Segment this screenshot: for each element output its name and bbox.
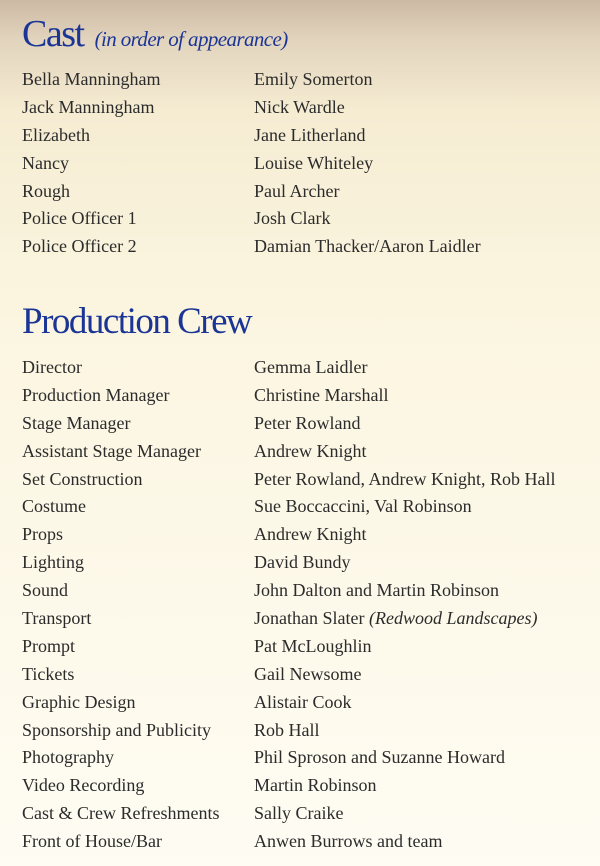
crew-person-name: Jonathan Slater [254,608,365,629]
crew-row [22,382,592,410]
crew-person-name: Christine Marshall [254,384,389,405]
cast-row [22,150,592,178]
crew-heading: Production Crew [22,301,252,342]
crew-role: Director [22,357,82,377]
crew-person [254,605,592,633]
crew-person [254,438,592,466]
crew-person-name: Rob Hall [254,719,320,740]
crew-row [22,744,592,772]
crew-role: Set Construction [22,468,143,489]
crew-role: Sound [22,580,69,601]
cast-person-name: Jane Litherland [254,124,366,145]
crew-person-name: Sue Boccaccini, Val Robinson [254,496,472,517]
crew-person-name: Andrew Knight [254,524,367,545]
crew-row [22,661,592,689]
crew-person [254,382,592,410]
crew-person [254,633,592,661]
cast-person [254,150,592,178]
crew-person [254,744,592,772]
crew-role: Photography [22,747,114,768]
cast-heading [22,11,288,62]
cast-list [22,66,592,261]
crew-role: Production Manager [22,384,170,405]
cast-role: Jack Manningham [22,96,155,117]
crew-role: Front of House/Bar [22,831,162,852]
crew-role: Assistant Stage Manager [22,440,201,461]
crew-row [22,493,592,521]
crew-row [22,633,592,661]
cast-role: Rough [22,180,71,201]
crew-role: Sponsorship and Publicity [22,719,212,740]
crew-person-name: John Dalton and Martin Robinson [254,580,499,601]
crew-row [22,800,592,828]
crew-person-name: Peter Rowland, Andrew Knight, Rob Hall [254,468,556,489]
crew-person [254,772,592,800]
crew-person-name: Gemma Laidler [254,357,368,377]
crew-person [254,800,592,828]
crew-row [22,466,592,494]
cast-title: Cast [22,13,84,55]
crew-role: Props [22,524,64,545]
cast-row [22,94,592,122]
crew-role: Graphic Design [22,691,136,712]
cast-person [254,66,592,94]
crew-person-name: Martin Robinson [254,775,377,796]
crew-row [22,577,592,605]
cast-row [22,205,592,233]
crew-role: Prompt [22,635,76,656]
crew-row [22,689,592,717]
cast-row [22,122,592,150]
crew-list [22,354,592,856]
cast-role: Bella Manningham [22,69,161,89]
cast-person-name: Josh Clark [254,208,331,229]
crew-person-name: David Bundy [254,552,351,573]
crew-role: Transport [22,608,92,629]
cast-role: Elizabeth [22,124,90,145]
crew-row [22,354,592,382]
crew-person-name: Phil Sproson and Suzanne Howard [254,747,505,768]
crew-person [254,828,592,856]
cast-person-name: Emily Somerton [254,69,373,89]
crew-person [254,549,592,577]
crew-row [22,828,592,856]
crew-person [254,689,592,717]
cast-person [254,178,592,206]
crew-person [254,354,592,382]
crew-role: Costume [22,496,87,517]
crew-person [254,577,592,605]
crew-person [254,410,592,438]
crew-person-name: Andrew Knight [254,440,367,461]
cast-role: Police Officer 1 [22,208,137,229]
cast-person [254,122,592,150]
crew-role: Stage Manager [22,412,131,433]
crew-person [254,717,592,745]
crew-person-name: Peter Rowland [254,412,361,433]
crew-role: Video Recording [22,775,145,796]
cast-subtitle: (in order of appearance) [94,27,288,51]
crew-person [254,493,592,521]
cast-person-name: Damian Thacker/Aaron Laidler [254,236,481,257]
crew-row [22,605,592,633]
cast-role: Police Officer 2 [22,236,137,257]
cast-role: Nancy [22,152,69,173]
crew-row [22,521,592,549]
crew-row [22,772,592,800]
cast-person [254,94,592,122]
cast-row [22,66,592,94]
crew-row [22,438,592,466]
cast-person [254,233,592,261]
cast-person [254,205,592,233]
crew-person [254,466,592,494]
crew-role: Cast & Crew Refreshments [22,803,220,824]
crew-role: Lighting [22,552,84,573]
crew-person [254,521,592,549]
cast-row [22,233,592,261]
crew-person-note: (Redwood Landscapes) [368,608,538,629]
cast-person-name: Paul Archer [254,180,340,201]
cast-person-name: Nick Wardle [254,96,345,117]
cast-row [22,178,592,206]
crew-person [254,661,592,689]
crew-person-name: Anwen Burrows and team [254,831,443,852]
crew-row [22,549,592,577]
crew-role: Tickets [22,663,75,684]
crew-person-name: Gail Newsome [254,663,362,684]
crew-person-name: Pat McLoughlin [254,635,372,656]
crew-row [22,717,592,745]
crew-row [22,410,592,438]
crew-person-name: Sally Craike [254,803,344,824]
cast-person-name: Louise Whiteley [254,152,374,173]
crew-person-name: Alistair Cook [254,691,352,712]
